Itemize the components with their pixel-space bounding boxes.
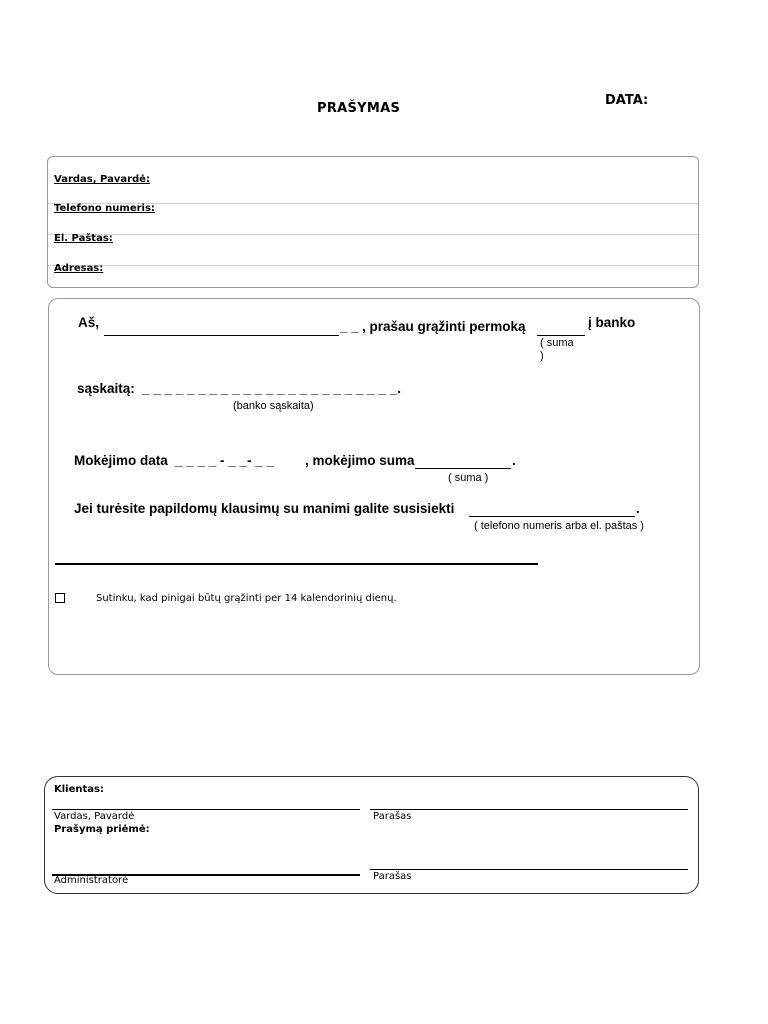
date-label: DATA: xyxy=(605,93,649,108)
request-as: Aš, xyxy=(78,315,100,330)
client-name-line[interactable] xyxy=(52,809,360,810)
refund-text: , prašau grąžinti permoką xyxy=(362,319,526,334)
client-signature-caption: Parašas xyxy=(373,811,412,822)
admin-caption: Administratorė xyxy=(54,875,129,886)
contact-blank-line[interactable] xyxy=(469,516,635,517)
client-name-caption: Vardas, Pavardė xyxy=(54,811,135,822)
amount-hint-close: ) xyxy=(540,350,544,362)
field-separator xyxy=(48,234,698,235)
admin-signature-line[interactable] xyxy=(370,869,688,870)
accepted-by-label: Prašymą priėmė: xyxy=(54,824,150,835)
contact-period: . xyxy=(636,501,640,516)
client-signature-line[interactable] xyxy=(370,809,688,810)
page-title: PRAŠYMAS xyxy=(317,101,401,116)
address-field-label: Adresas: xyxy=(54,263,104,274)
name-blank-underscores: _ _ xyxy=(340,319,359,334)
amount-hint: ( suma xyxy=(540,337,574,349)
phone-field-label: Telefono numeris: xyxy=(54,203,155,214)
payment-date-label: Mokėjimo data xyxy=(74,453,168,468)
account-hint: (banko sąskaita) xyxy=(233,400,314,412)
payment-date-blanks[interactable]: _ _ _ _ - _ _- _ _ xyxy=(175,453,275,468)
consent-checkbox[interactable] xyxy=(55,593,65,603)
client-label: Klientas: xyxy=(54,784,104,795)
signature-box xyxy=(44,776,699,894)
payment-sum-blank-line[interactable] xyxy=(415,468,511,469)
request-box xyxy=(48,298,700,675)
name-field-label: Vardas, Pavardė: xyxy=(54,174,150,185)
amount-blank-line[interactable] xyxy=(537,335,585,336)
contact-hint: ( telefono numeris arba el. paštas ) xyxy=(474,520,644,532)
bank-text: į banko xyxy=(588,315,636,330)
name-blank-line[interactable] xyxy=(104,335,339,336)
long-divider-line xyxy=(55,563,538,565)
field-separator xyxy=(48,265,698,266)
email-field-label: El. Paštas: xyxy=(54,233,113,244)
contact-text: Jei turėsite papildomų klausimų su manimi galite susisiekti xyxy=(74,501,455,516)
sum-hint: ( suma ) xyxy=(448,472,489,484)
admin-signature-caption: Parašas xyxy=(373,871,412,882)
payment-sum-label: , mokėjimo suma xyxy=(305,453,415,468)
consent-text: Sutinku, kad pinigai būtų grąžinti per 14 kalendorinių dienų. xyxy=(96,593,397,604)
payment-sum-period: . xyxy=(512,453,516,468)
account-blanks[interactable]: _ _ _ _ _ _ _ _ _ _ _ _ _ _ _ _ _ _ _ _ _ _ _. xyxy=(142,381,401,396)
contact-fields-box xyxy=(47,156,699,288)
account-label: sąskaitą: xyxy=(77,381,135,396)
